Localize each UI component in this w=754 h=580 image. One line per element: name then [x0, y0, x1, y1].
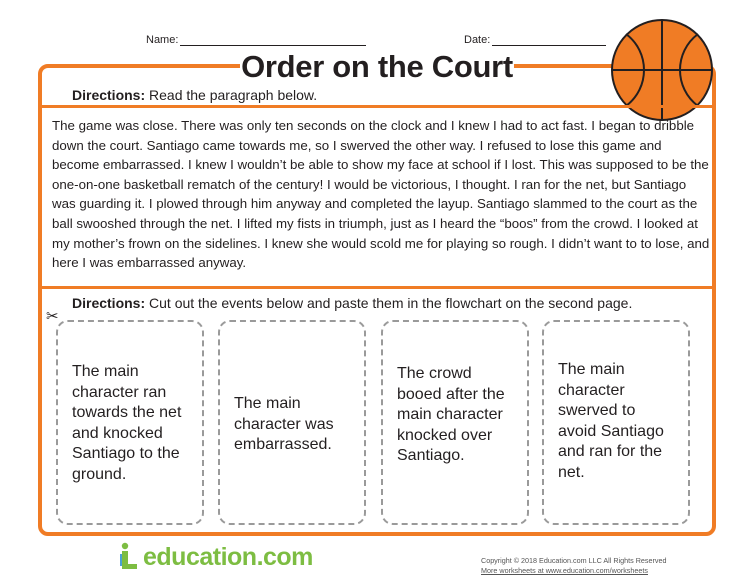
event-card-text: The main character swerved to avoid Santiago and ran for the net. — [558, 361, 664, 481]
event-card[interactable] — [542, 320, 690, 525]
event-card[interactable] — [56, 320, 204, 525]
title-banner — [240, 48, 514, 86]
event-card-text: The main character ran towards the net and knocked Santiago to the ground. — [72, 363, 182, 483]
directions-text: Read the paragraph below. — [145, 87, 318, 103]
event-card[interactable] — [218, 320, 366, 525]
divider-top — [42, 105, 712, 108]
copyright-block — [481, 556, 666, 576]
date-blank-line[interactable] — [492, 34, 606, 46]
name-blank-line[interactable] — [180, 34, 366, 46]
name-field[interactable] — [146, 34, 366, 46]
date-field[interactable] — [464, 34, 606, 46]
directions-text: Cut out the events below and paste them in the flowchart on the second page. — [145, 295, 633, 311]
directions-label: Directions: — [72, 295, 146, 311]
divider-middle — [42, 286, 712, 289]
directions-read — [72, 87, 317, 103]
more-worksheets-link[interactable]: More worksheets at www.education.com/worksheets — [481, 566, 648, 575]
education-logo-icon — [118, 541, 140, 571]
name-label: Name: — [146, 34, 179, 46]
directions-cut — [72, 295, 632, 311]
event-card[interactable] — [381, 320, 529, 525]
scissors-icon: ✂ — [46, 308, 59, 325]
story-paragraph: The game was close. There was only ten seconds on the clock and I knew I had to act fast. I began to dribble down the court. Santiago came towards me, so I swerved the other way. I refused to lose this game and become embarrassed. I knew I wouldn’t be able to show my face at school if I lost. This was supposed to be the one-on-one basketball rematch of the century! I would be victorious, I thought. I ran for the net, but Santiago was guarding it. I plowed through him anyway and completed the layup. Santiago slammed to the court as the ball swooshed through the net. I lifted my fists in triumph, just as I heard the “boos” from the crowd. I looked at my mother’s frown on the sidelines. I knew she would scold me for playing so rough. I didn’t want to to lose, and here I was embarrassed anyway. — [52, 118, 710, 271]
education-logo[interactable] — [118, 541, 313, 571]
event-card-text: The crowd booed after the main character knocked over Santiago. — [397, 365, 505, 464]
copyright-text: Copyright © 2018 Education.com LLC All Rights Reserved — [481, 556, 667, 565]
page-title: Order on the Court — [241, 49, 513, 84]
directions-label: Directions: — [72, 87, 146, 103]
date-label: Date: — [464, 34, 491, 46]
event-card-text: The main character was embarrassed. — [234, 395, 334, 453]
logo-text: education.com — [143, 543, 313, 571]
